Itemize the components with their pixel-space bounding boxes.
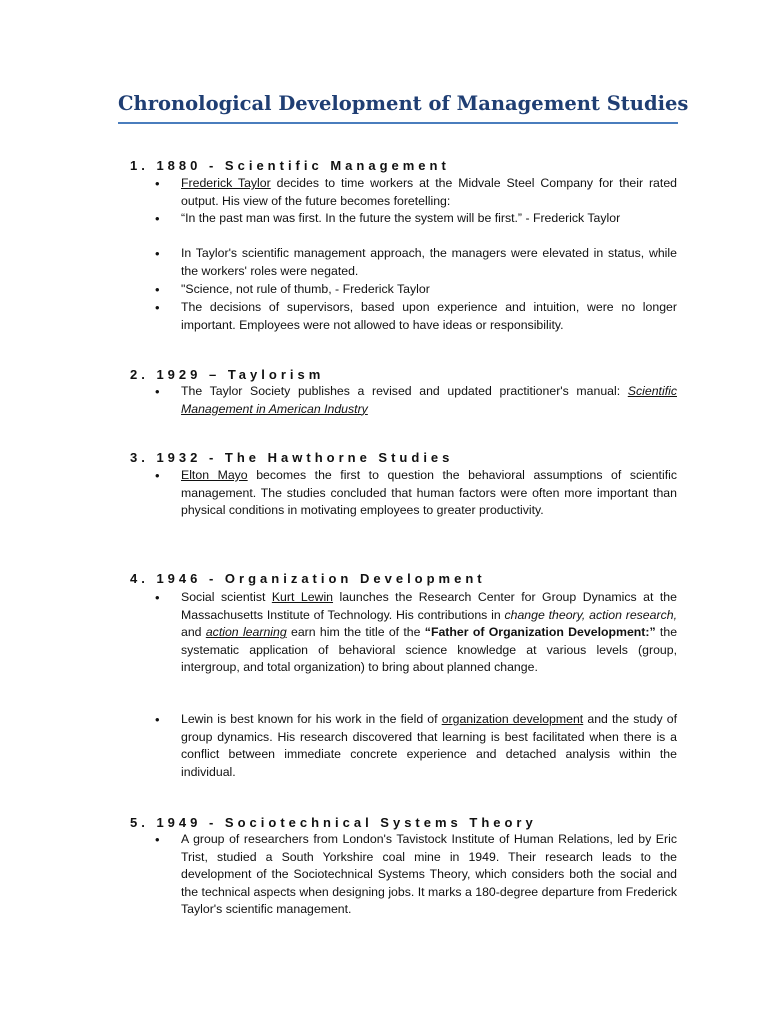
bullet-text: In Taylor's scientific management approach, the managers were elevated in status, while the workers' roles were negated. (181, 246, 677, 278)
list-item (155, 299, 677, 334)
list-item (155, 711, 677, 781)
list-item (155, 467, 677, 520)
link-kurt-lewin[interactable]: Kurt Lewin (271, 590, 334, 604)
link-organization-development[interactable]: organization development (441, 712, 584, 726)
bullet-text: A group of researchers from London's Tavistock Institute of Human Relations, led by Eric Trist, studied a South Yorkshire coal mine in 1949. Their research leads to the development of the Sociotechnical Systems Theory, which considers both the social and the technical aspects when designing jobs. It marks a 180-degree departure from Frederick Taylor's scientific management. (181, 832, 677, 917)
list-item (155, 245, 677, 280)
bullet-text: "Science, not rule of thumb, - Frederick Taylor (181, 282, 430, 296)
list-item (155, 831, 677, 919)
bullet-text-pre: Lewin is best known for his work in the field of (181, 712, 442, 726)
bullet-icon: • (155, 282, 160, 297)
bullet-text (181, 589, 677, 677)
list-item (155, 210, 677, 228)
bullet-icon: • (155, 468, 160, 483)
bullet-icon: • (155, 300, 160, 315)
bullet-text-mid: launches the Research Center for Group Dynamics at the Massachusetts Institute of Technology. His contributions in (181, 590, 677, 622)
bullet-text-post: decides to time workers at the Midvale Steel Company for their rated output. His view of the future becomes foretelling: (181, 176, 677, 208)
bullet-icon: • (155, 384, 160, 399)
bullet-text-and: and (181, 625, 206, 640)
link-frederick-taylor[interactable]: Frederick Taylor (181, 176, 271, 190)
bullet-text: The decisions of supervisors, based upon experience and intuition, were no longer important. Employees were not allowed to have ideas or responsibility. (181, 300, 677, 332)
bold-father-of-od: “Father of Organization Development:” (424, 625, 656, 640)
list-item (155, 281, 677, 299)
list-item (155, 175, 677, 210)
bullet-text-title: earn him the title of the (286, 625, 425, 640)
title-underline (118, 122, 678, 124)
bullet-icon: • (155, 246, 160, 261)
bullet-icon: • (155, 590, 160, 605)
bullet-text (181, 175, 677, 210)
section-heading-1: 1. 1880 - Scientific Management (130, 158, 450, 173)
list-item (155, 589, 677, 677)
italic-theories: change theory, action research, (504, 607, 677, 622)
link-action-learning[interactable]: action learning (205, 625, 287, 640)
bullet-text (181, 383, 677, 418)
bullet-text-post: the systematic application of behavioral science knowledge at various levels (group, intergroup, and total organization) to bring about planned change. (181, 625, 678, 675)
bullet-text-post: and the study of group dynamics. His research discovered that learning is best facilitated when there is a conflict between immediate concrete experience and detached analysis within the individual. (181, 712, 677, 779)
bullet-text (181, 711, 677, 781)
bullet-text: “In the past man was first. In the future the system will be first.” - Frederick Taylor (181, 211, 621, 225)
link-scientific-management-book[interactable]: Scientific Management in American Industry (181, 384, 677, 416)
bullet-icon: • (155, 832, 160, 847)
bullet-text-post: becomes the first to question the behavioral assumptions of scientific management. The studies concluded that human factors were often more important than physical conditions in motivating employees to greater productivity. (181, 468, 677, 518)
bullet-icon: • (155, 176, 160, 191)
section-heading-4: 4. 1946 - Organization Development (130, 571, 486, 586)
bullet-text (181, 467, 677, 520)
link-elton-mayo[interactable]: Elton Mayo (181, 468, 248, 482)
bullet-icon: • (155, 211, 160, 226)
list-item (155, 383, 677, 418)
section-heading-5: 5. 1949 - Sociotechnical Systems Theory (130, 815, 537, 830)
page-title: Chronological Development of Management Studies (118, 92, 689, 115)
bullet-text-pre: The Taylor Society publishes a revised and updated practitioner's manual: (181, 384, 628, 398)
section-heading-2: 2. 1929 – Taylorism (130, 367, 325, 382)
bullet-icon: • (155, 712, 160, 727)
bullet-text-pre: Social scientist (181, 590, 272, 604)
section-heading-3: 3. 1932 - The Hawthorne Studies (130, 450, 454, 465)
